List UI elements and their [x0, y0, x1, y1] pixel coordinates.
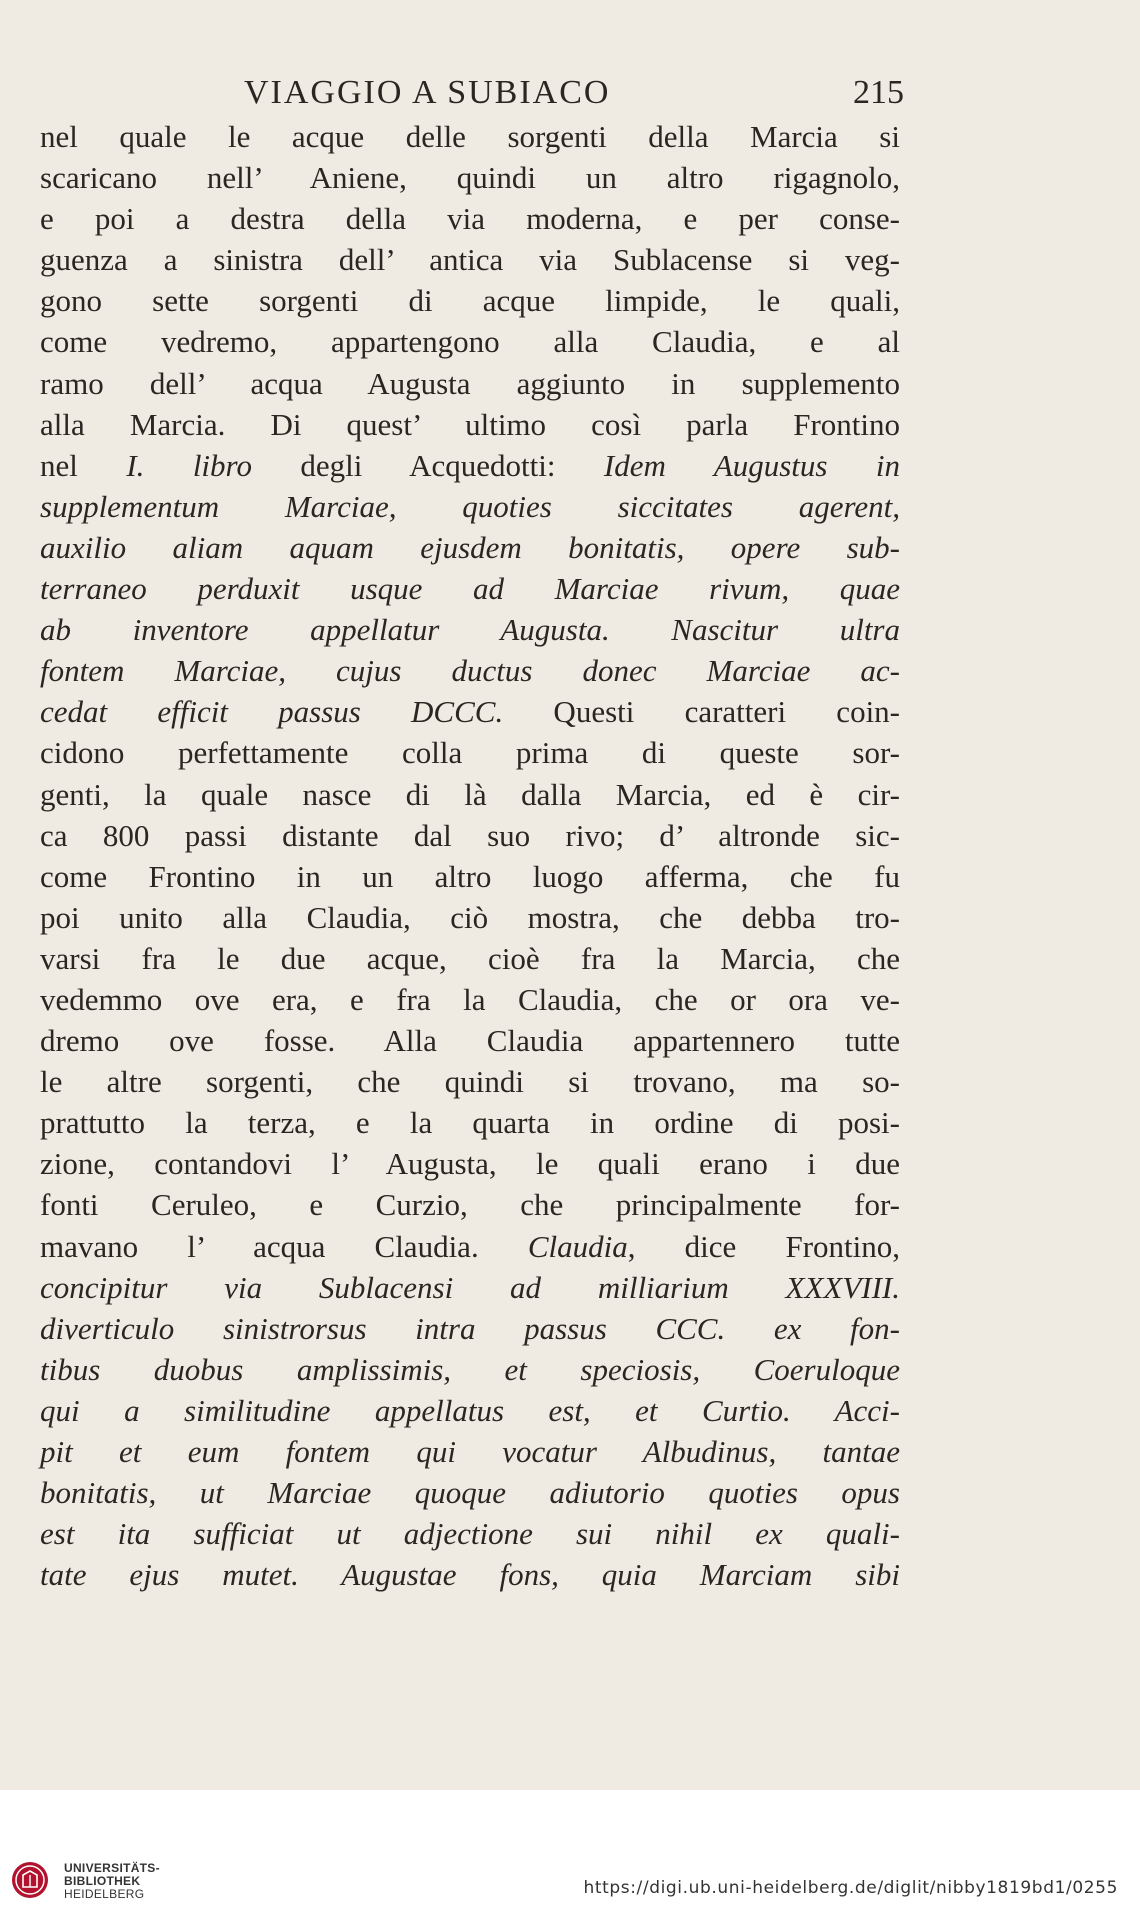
italic-segment: I. libro	[126, 447, 252, 483]
institution-line: HEIDELBERG	[64, 1887, 145, 1901]
text-line	[40, 1554, 900, 1595]
italic-segment: cedat efficit passus DCCC.	[40, 694, 504, 730]
institution-line: UNIVERSITÄTS-	[64, 1861, 160, 1875]
italic-segment: Claudia	[527, 1228, 628, 1264]
italic-segment: bonitatis, ut Marciae quoque adiutorio quoties opus	[40, 1475, 900, 1511]
permalink-url[interactable]: https://digi.ub.uni-heidelberg.de/diglit/nibby1819bd1/0255	[583, 1878, 1118, 1898]
text-line	[40, 650, 900, 691]
text-line	[40, 1390, 900, 1431]
italic-segment: diverticulo sinistrorsus intra passus CCC. ex fon-	[40, 1310, 900, 1346]
text-line	[40, 979, 900, 1020]
page-number: 215	[853, 74, 904, 111]
text-segment: , dice Frontino,	[627, 1228, 901, 1264]
italic-segment: pit et eum fontem qui vocatur Albudinus, tantae	[40, 1434, 900, 1469]
text-line	[40, 1102, 900, 1143]
italic-segment: qui a similitudine appellatus est, et Curtio. Acci-	[40, 1392, 900, 1428]
university-seal-icon	[10, 1860, 50, 1900]
text-segment: zione, contandovi l’ Augusta, le quali erano i due	[40, 1146, 900, 1182]
text-segment: come Frontino in un altro luogo afferma, che fu	[40, 858, 900, 894]
text-segment: ca 800 passi distante dal suo rivo; d’ altronde sic-	[40, 817, 900, 853]
text-line	[40, 1061, 900, 1102]
text-line	[40, 1226, 900, 1267]
text-segment: genti, la quale nasce di là dalla Marcia, ed è cir-	[40, 776, 900, 812]
text-segment: Questi caratteri coin-	[503, 694, 901, 730]
text-line	[40, 198, 900, 239]
text-line	[40, 1349, 900, 1390]
text-line	[40, 1513, 900, 1554]
text-segment: prattutto la terza, e la quarta in ordine di posi-	[40, 1105, 900, 1141]
italic-segment: fontem Marciae, cujus ductus donec Marciae ac-	[40, 653, 900, 689]
text-line	[40, 239, 900, 280]
text-segment: ramo dell’ acqua Augusta aggiunto in supplemento	[40, 365, 900, 401]
text-segment: fonti Ceruleo, e Curzio, che principalmente for-	[40, 1187, 900, 1223]
text-segment: alla Marcia. Di quest’ ultimo così parla Frontino	[40, 406, 900, 442]
running-head	[244, 74, 904, 118]
body-text	[40, 116, 900, 1595]
text-line	[40, 1308, 900, 1349]
italic-segment: terraneo perduxit usque ad Marciae rivum, quae	[40, 571, 900, 607]
italic-segment: ab inventore appellatur Augusta. Nascitur ultra	[40, 612, 900, 648]
text-line	[40, 568, 900, 609]
text-line	[40, 321, 900, 362]
text-segment: vedemmo ove era, e fra la Claudia, che or ora ve-	[40, 981, 900, 1017]
italic-segment: auxilio aliam aquam ejusdem bonitatis, opere sub-	[40, 529, 900, 565]
text-line	[40, 363, 900, 404]
text-segment: nel quale le acque delle sorgenti della Marcia si	[40, 119, 900, 154]
text-line	[40, 1143, 900, 1184]
text-line	[40, 897, 900, 938]
text-segment: gono sette sorgenti di acque limpide, le quali,	[40, 283, 900, 319]
institution-line: BIBLIOTHEK	[64, 1874, 141, 1888]
text-line	[40, 732, 900, 773]
text-segment: scaricano nell’ Aniene, quindi un altro rigagnolo,	[40, 160, 900, 196]
italic-segment: supplementum Marciae, quoties siccitates agerent,	[40, 488, 900, 524]
text-line	[40, 404, 900, 445]
text-segment: dremo ove fosse. Alla Claudia appartennero tutte	[40, 1023, 900, 1059]
text-segment: come vedremo, appartengono alla Claudia, e al	[40, 324, 900, 360]
running-title: VIAGGIO A SUBIACO	[244, 74, 611, 111]
text-line	[40, 1431, 900, 1472]
text-line	[40, 1184, 900, 1225]
text-line	[40, 1020, 900, 1061]
text-line	[40, 609, 900, 650]
text-line	[40, 445, 900, 486]
footer-bar	[0, 1790, 1140, 1927]
text-line	[40, 815, 900, 856]
text-line	[40, 774, 900, 815]
text-line	[40, 527, 900, 568]
text-line	[40, 280, 900, 321]
text-line	[40, 486, 900, 527]
text-line	[40, 691, 900, 732]
text-line	[40, 1267, 900, 1308]
italic-segment: tate ejus mutet. Augustae fons, quia Marciam sibi	[40, 1557, 900, 1593]
text-line	[40, 157, 900, 198]
institution-name	[64, 1862, 160, 1901]
text-segment: nel	[40, 447, 127, 483]
text-segment: e poi a destra della via moderna, e per conse-	[40, 201, 900, 237]
text-segment: le altre sorgenti, che quindi si trovano, ma so-	[40, 1064, 900, 1100]
text-segment: mavano l’ acqua Claudia.	[40, 1228, 528, 1264]
text-segment: poi unito alla Claudia, ciò mostra, che debba tro-	[40, 899, 900, 935]
text-segment: degli Acquedotti:	[251, 447, 604, 483]
text-line	[40, 116, 900, 157]
text-segment: cidono perfettamente colla prima di queste sor-	[40, 735, 900, 771]
italic-segment: tibus duobus amplissimis, et speciosis, Coeruloque	[40, 1351, 900, 1387]
italic-segment: est ita sufficiat ut adjectione sui nihil ex quali-	[40, 1516, 900, 1552]
text-segment: guenza a sinistra dell’ antica via Sublacense si veg-	[40, 242, 900, 278]
text-segment: varsi fra le due acque, cioè fra la Marcia, che	[40, 940, 900, 976]
text-line	[40, 1472, 900, 1513]
text-line	[40, 938, 900, 979]
text-line	[40, 856, 900, 897]
italic-segment: concipitur via Sublacensi ad milliarium XXXVIII.	[40, 1269, 900, 1305]
italic-segment: Idem Augustus in	[603, 447, 900, 483]
